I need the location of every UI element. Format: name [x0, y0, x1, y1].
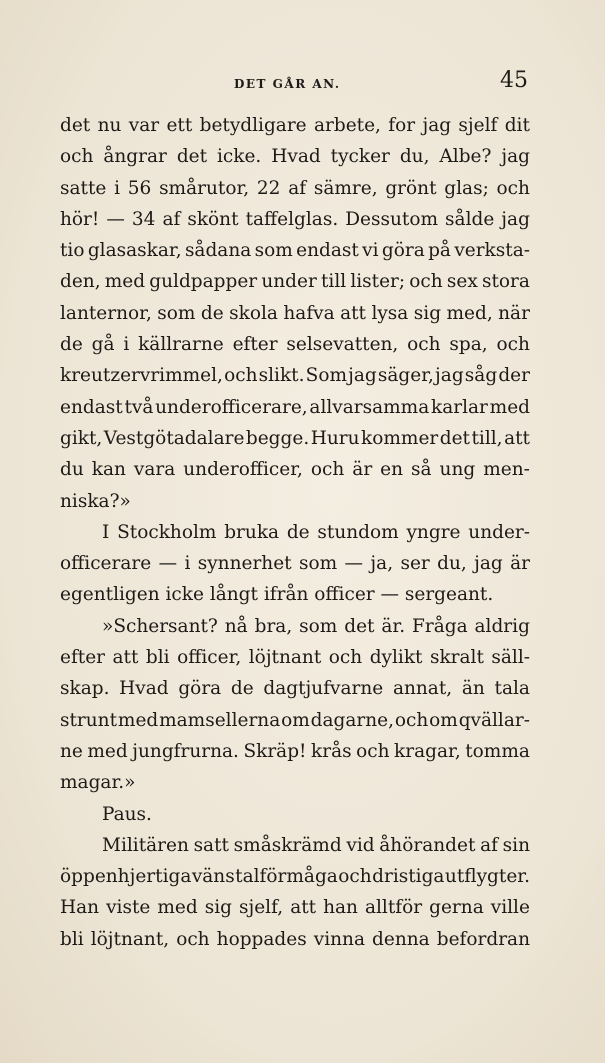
word: I — [102, 521, 110, 543]
word: ser — [400, 553, 430, 575]
word: tycker — [330, 146, 390, 168]
word: som — [299, 615, 338, 637]
word: två — [124, 396, 154, 418]
word: när — [498, 302, 530, 324]
word: säger, — [377, 365, 434, 387]
word: Som — [305, 365, 347, 387]
word: och — [328, 647, 363, 669]
text-line — [60, 392, 530, 423]
word: bra, — [254, 615, 293, 637]
text-line — [60, 517, 530, 548]
word: åhörandet — [379, 834, 476, 856]
text-line — [60, 360, 530, 391]
word: der — [498, 365, 530, 387]
text-line — [60, 173, 530, 204]
word: att — [340, 302, 366, 324]
word: qvällar- — [458, 709, 530, 731]
word: stora — [481, 271, 530, 293]
word: som — [298, 553, 338, 575]
word: Hvad — [271, 146, 321, 168]
word: sig — [204, 897, 232, 919]
word: var — [128, 115, 160, 136]
word: — — [344, 553, 364, 575]
word: och — [394, 709, 429, 731]
word: underofficer, — [183, 459, 303, 481]
word: vid — [346, 834, 375, 856]
word: dagarne, — [310, 709, 394, 731]
text-line — [60, 329, 530, 360]
word: nå — [224, 615, 248, 637]
word: sjelf, — [239, 897, 284, 919]
word: det — [176, 146, 208, 168]
word: taffelglas. — [245, 208, 339, 230]
word: säll- — [491, 647, 530, 669]
text-line — [60, 767, 530, 798]
word: kragar, — [394, 740, 461, 762]
word: du, — [399, 146, 430, 168]
word: selsevatten, — [286, 334, 399, 356]
word: vi — [362, 240, 379, 262]
text-line — [60, 579, 530, 610]
word: allvarsamma — [309, 396, 430, 418]
text-line — [60, 830, 530, 861]
word: af — [162, 208, 181, 230]
word: jag — [435, 365, 464, 387]
text-line — [60, 204, 530, 235]
word: 34 — [131, 208, 156, 230]
word: sålde — [445, 208, 495, 230]
line-text: Paus. — [102, 803, 152, 825]
word: nu — [97, 115, 122, 136]
word: till, — [471, 427, 503, 449]
running-title: DET GÅR AN. — [234, 77, 341, 91]
page-number: 45 — [500, 68, 528, 93]
word: ne — [60, 740, 83, 762]
word: bli — [60, 928, 84, 950]
word: sex — [446, 271, 478, 293]
word: grönt — [385, 177, 437, 199]
text-line — [60, 423, 530, 454]
word: gikt, — [60, 427, 103, 449]
word: sådana — [184, 240, 252, 262]
word: glas; — [444, 177, 489, 199]
word: och — [224, 365, 258, 387]
word: att — [504, 427, 530, 449]
text-line — [60, 924, 530, 955]
word: till — [320, 271, 347, 293]
word: spa, — [449, 334, 488, 356]
word: med — [87, 740, 128, 762]
word: med — [117, 709, 159, 731]
word: dylikt — [369, 647, 423, 669]
word: och — [356, 740, 390, 762]
word: sig — [413, 302, 442, 324]
word: och — [407, 334, 441, 356]
line-text: magar.» — [60, 772, 136, 794]
word: karlar — [431, 396, 488, 418]
word: Fråga — [412, 615, 468, 637]
word: de — [286, 521, 310, 543]
text-line — [60, 141, 530, 172]
word: yngre — [406, 521, 461, 543]
word: lanternor, — [60, 302, 152, 324]
word: verksta- — [454, 240, 530, 262]
word: glasaskar, — [87, 240, 182, 262]
word: befordran — [436, 928, 530, 950]
word: »Schersant? — [102, 615, 218, 637]
word: ung — [439, 459, 476, 481]
word: och — [409, 271, 443, 293]
word: och — [60, 146, 94, 168]
word: med — [104, 271, 146, 293]
text-line — [60, 892, 530, 923]
word: göra — [178, 678, 222, 700]
word: han — [323, 897, 358, 919]
word: om — [281, 709, 310, 731]
word: och — [310, 459, 345, 481]
word: med — [489, 396, 530, 418]
text-line — [60, 642, 530, 673]
text-line — [60, 705, 530, 736]
word: om — [429, 709, 458, 731]
word: dagtjufvarne — [263, 678, 384, 700]
word: Han — [60, 897, 100, 919]
word: som — [254, 240, 293, 262]
word: Dessutom — [345, 208, 439, 230]
word: officerare — [60, 553, 152, 575]
word: som — [157, 302, 196, 324]
word: löjtnant, — [90, 928, 170, 950]
word: viste — [106, 897, 151, 919]
word: göra — [381, 240, 425, 262]
word: efter — [232, 334, 278, 356]
word: af — [288, 177, 307, 199]
word: sjelf — [458, 115, 498, 136]
word: officer, — [177, 647, 242, 669]
word: de — [200, 302, 224, 324]
word: jag — [348, 365, 377, 387]
word: lysa — [371, 302, 409, 324]
word: Huru — [310, 427, 360, 449]
word: endast — [296, 240, 359, 262]
word: är — [510, 553, 530, 575]
word: sämre, — [313, 177, 378, 199]
word: dit — [504, 115, 530, 136]
word: tio — [60, 240, 85, 262]
word: en — [380, 459, 404, 481]
text-line — [60, 799, 530, 830]
word: skralt — [429, 647, 484, 669]
word: och — [496, 334, 530, 356]
word: af — [480, 834, 498, 856]
text-line — [60, 298, 530, 329]
word: skönt — [187, 208, 239, 230]
word: krås — [311, 740, 352, 762]
word: 22 — [256, 177, 281, 199]
word: kreutzervrimmel, — [60, 365, 223, 387]
word: väns — [191, 866, 235, 888]
word: öppenhjertiga — [60, 866, 192, 888]
word: dristiga — [372, 866, 445, 888]
word: Skräp! — [243, 740, 307, 762]
word: vara — [133, 459, 176, 481]
body-text — [60, 110, 530, 955]
word: 56 — [127, 177, 152, 199]
word: ville — [490, 897, 530, 919]
word: arbete, — [313, 115, 381, 136]
word: i — [114, 177, 121, 199]
word: i — [123, 334, 130, 356]
text-line — [60, 110, 530, 141]
word: Vestgötadalare — [103, 427, 245, 449]
text-line — [60, 548, 530, 579]
word: stundom — [317, 521, 399, 543]
word: skola — [229, 302, 278, 324]
word: kommer — [361, 427, 439, 449]
word: Stockholm — [117, 521, 217, 543]
word: annat, — [392, 678, 453, 700]
word: vinna — [313, 928, 365, 950]
word: satte — [60, 177, 107, 199]
word: med — [157, 897, 198, 919]
word: denna — [372, 928, 430, 950]
word: jungfrurna. — [132, 740, 239, 762]
line-text: egentligen icke långt ifrån officer — sergeant. — [60, 584, 494, 606]
word: kan — [91, 459, 126, 481]
word: ångrar — [103, 146, 167, 168]
word: for — [388, 115, 416, 136]
word: med, — [446, 302, 493, 324]
word: begge. — [245, 427, 310, 449]
word: de — [230, 678, 254, 700]
word: att — [112, 647, 139, 669]
word: — — [158, 553, 178, 575]
word: sin — [502, 834, 530, 856]
word: tomma — [465, 740, 530, 762]
word: i — [184, 553, 191, 575]
word: Albe? — [439, 146, 492, 168]
word: — — [106, 208, 125, 230]
word: Hvad — [119, 678, 169, 700]
text-line — [60, 266, 530, 297]
word: gerna — [429, 897, 484, 919]
word: på — [428, 240, 451, 262]
word: under- — [468, 521, 530, 543]
word: det — [439, 427, 470, 449]
word: tala — [494, 678, 530, 700]
word: är — [352, 459, 373, 481]
word: jag — [501, 146, 530, 168]
word: efter — [60, 647, 106, 669]
word: det — [344, 615, 375, 637]
text-line — [60, 611, 530, 642]
word: synnerhet — [197, 553, 292, 575]
word: mamsellerna — [159, 709, 281, 731]
text-line — [60, 861, 530, 892]
text-line — [60, 673, 530, 704]
word: alltför — [364, 897, 423, 919]
word: strunt — [60, 709, 118, 731]
word: och — [496, 177, 530, 199]
text-line — [60, 454, 530, 485]
word: det — [60, 115, 91, 136]
word: aldrig — [474, 615, 530, 637]
word: Militären — [102, 834, 189, 856]
word: än — [461, 678, 485, 700]
word: och — [338, 866, 372, 888]
word: icke. — [216, 146, 262, 168]
word: hör! — [60, 208, 100, 230]
word: är. — [381, 615, 406, 637]
word: men- — [483, 459, 530, 481]
word: bruka — [224, 521, 280, 543]
word: slikt. — [258, 365, 305, 387]
word: gå — [91, 334, 115, 356]
word: småskrämd — [233, 834, 342, 856]
line-text: niska?» — [60, 490, 131, 512]
word: jag — [474, 553, 503, 575]
word: hafva — [283, 302, 335, 324]
word: lister; — [350, 271, 406, 293]
word: löjtnant — [248, 647, 322, 669]
word: endast — [60, 396, 123, 418]
word: guldpapper — [149, 271, 258, 293]
word: ett — [166, 115, 193, 136]
word: du, — [437, 553, 467, 575]
word: bli — [145, 647, 170, 669]
word: de — [60, 334, 83, 356]
text-line — [60, 235, 530, 266]
word: att — [290, 897, 317, 919]
word: ja, — [370, 553, 394, 575]
word: hoppades — [216, 928, 307, 950]
word: jag — [501, 208, 530, 230]
word: den, — [60, 271, 101, 293]
word: utflygter. — [444, 866, 530, 888]
word: skap. — [60, 678, 110, 700]
page-header — [0, 68, 605, 102]
word: satt — [193, 834, 229, 856]
text-line — [60, 486, 530, 517]
word: du — [60, 459, 84, 481]
word: källrarne — [138, 334, 224, 356]
word: jag — [422, 115, 452, 136]
word: och — [176, 928, 210, 950]
word: talförmåga — [235, 866, 338, 888]
word: underofficerare, — [155, 396, 308, 418]
text-line — [60, 736, 530, 767]
word: under — [261, 271, 317, 293]
word: såg — [464, 365, 498, 387]
word: smårutor, — [159, 177, 250, 199]
word: så — [411, 459, 432, 481]
word: betydligare — [199, 115, 307, 136]
